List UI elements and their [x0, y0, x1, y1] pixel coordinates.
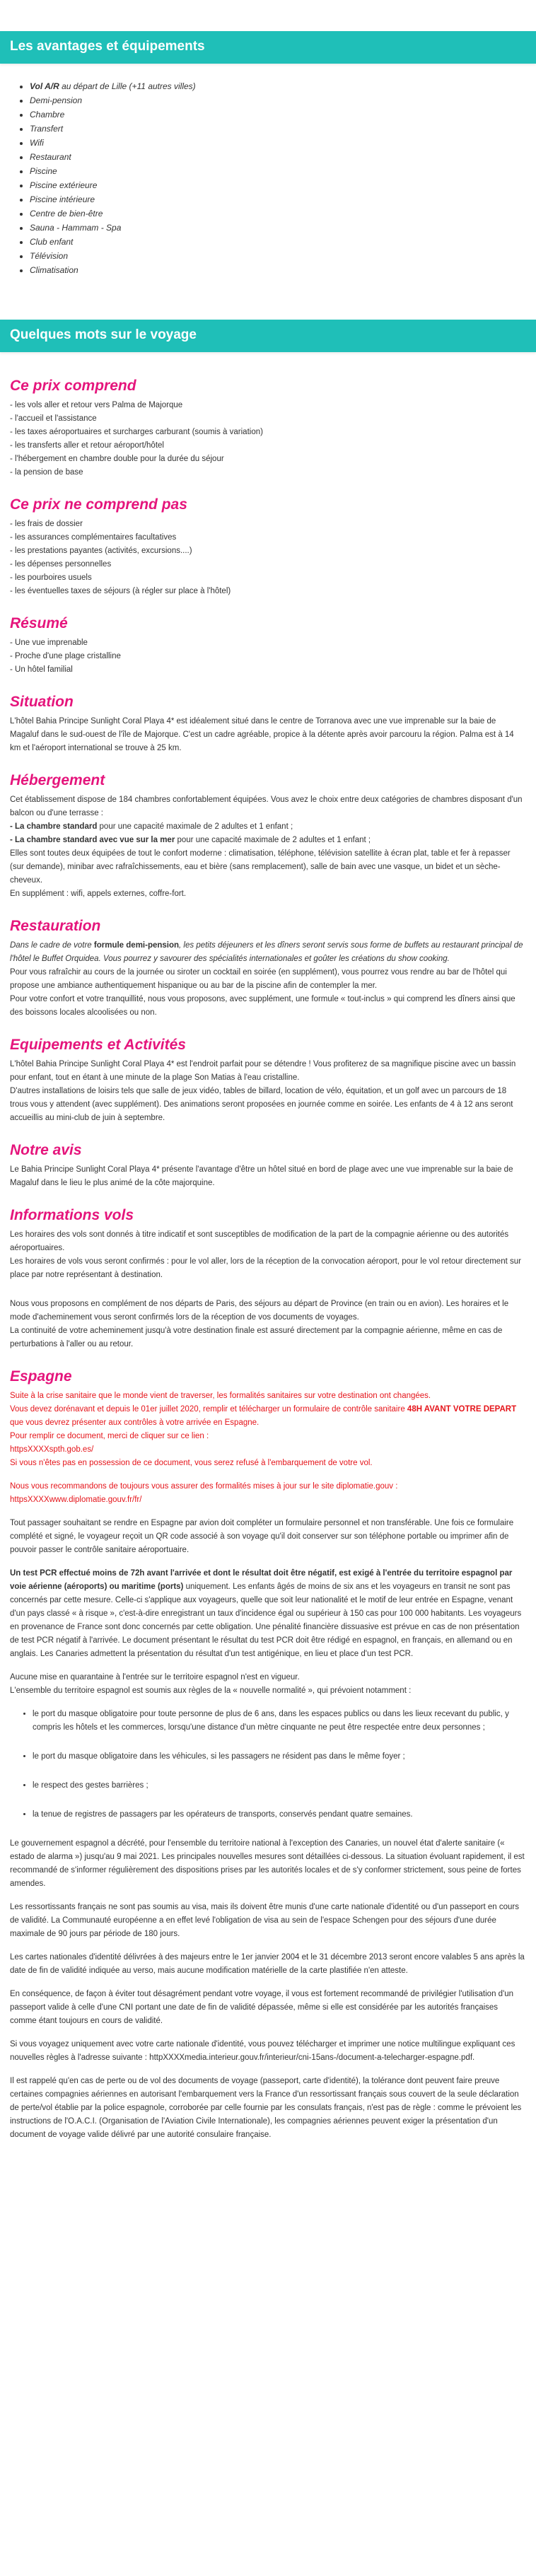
infos-p3: Nous vous proposons en complément de nos départs de Paris, des séjours au départ de Province (en train ou en avion). Les horaires et le mode d'acheminement vous seront confirmés lors de la réception de vos documents de voyages. — [10, 1300, 509, 1322]
prix-comprend-item: - les vols aller et retour vers Palma de Majorque — [10, 401, 183, 409]
amenity-item — [30, 235, 536, 249]
espagne-consequence: En conséquence, de façon à éviter tout désagrément pendant votre voyage, il vous est fortement recommandé de privilégier l'utilisation d'un passeport valide à celle d'une CNI portant une date de fin de validité dépassée, même si elle est considérée par les autorités françaises comme étant toujours en cours de validité. — [10, 1990, 514, 2025]
amenity-label: au départ de Lille (+11 autres villes) — [59, 81, 196, 91]
prix-ne-comprend-item: - les éventuelles taxes de séjours (à régler sur place à l'hôtel) — [10, 587, 231, 595]
heading-hebergement: Hébergement — [10, 772, 105, 788]
resume-item: - Proche d'une plage cristalline — [10, 652, 121, 660]
espagne-alert-2 — [10, 1403, 526, 1430]
espagne-alert-3: Pour remplir ce document, merci de cliquer sur ce lien : — [10, 1432, 209, 1440]
restauration-p3: Pour votre confort et votre tranquillité, nous vous proposons, avec supplément, une formule « tout-inclus » qui comprend les dîners ainsi que des boissons locales alcoolisées ou non. — [10, 995, 515, 1017]
heading-prix-comprend: Ce prix comprend — [10, 378, 136, 394]
hebergement-intro: Cet établissement dispose de 184 chambres confortablement équipées. Vous avez le choix entre deux catégories de chambres disposant d'un balcon ou d'une terrasse : — [10, 795, 523, 817]
prix-comprend-item: - les transferts aller et retour aéroport/hôtel — [10, 441, 164, 450]
resume-item: - Une vue imprenable — [10, 639, 88, 647]
amenity-item — [30, 206, 536, 221]
espagne-measure-item: • le port du masque obligatoire pour toute personne de plus de 6 ans, dans les espaces publics ou dans les lieux recevant du public, y compris les hôtels et les commerces, lorsqu'une distance d'un mètre cinquante ne peut être respectée entre deux personnes ; — [33, 1708, 526, 1735]
spth-link[interactable]: httpsXXXXspth.gob.es/ — [10, 1445, 94, 1454]
amenity-item — [30, 263, 536, 277]
espagne-notice: Si vous voyagez uniquement avec votre carte nationale d'identité, vous pouvez télécharger et imprimer une notice multilingue expliquant ces nouvelles règles à l'adresse suivante : httpXXXXmedia.interieur.gouv.fr/interieur/cni-15ans-/document-a-telecharger-espagne.pdf. — [10, 2040, 515, 2062]
amenity-item — [30, 192, 536, 206]
amenity-label: Piscine extérieure — [30, 180, 98, 190]
resume-list — [10, 636, 526, 677]
hebergement-equip: Elles sont toutes deux équipées de tout le confort moderne : climatisation, téléphone, télévision satellite à écran plat, table et fer à repasser (sur demande), minibar avec rafraîchissements, eau et bière (sans remplacement), salle de bain avec une vasque, un bidet et un sèche-cheveux. — [10, 849, 511, 885]
amenity-label: Piscine — [30, 166, 57, 176]
espagne-measures-list — [10, 1708, 526, 1822]
heading-infos-vols: Informations vols — [10, 1207, 134, 1223]
prix-comprend-list — [10, 399, 526, 479]
room-standard — [10, 820, 526, 834]
amenity-item — [30, 221, 536, 235]
amenity-item — [30, 122, 536, 136]
espagne-decret: Le gouvernement espagnol a décrété, pour l'ensemble du territoire national à l'exception des Canaries, un nouvel état d'alerte sanitaire (« estado de alarma ») jusqu'au 9 mai 2021. Les principales nouvelles mesures sont détaillées ci-dessous. La situation évoluant rapidement, il est recommandé de s'informer régulièrement des dispositions prises par les autorités locales et de s'y conformer strictement, sous peine de fortes amendes. — [10, 1839, 525, 1888]
espagne-alert-deadline: 48H AVANT VOTRE DEPART — [407, 1405, 517, 1414]
amenity-item — [30, 107, 536, 122]
prix-ne-comprend-item: - les dépenses personnelles — [10, 560, 112, 569]
heading-restauration: Restauration — [10, 918, 101, 934]
restauration-p1 — [10, 939, 526, 966]
prix-ne-comprend-item: - les pourboires usuels — [10, 573, 92, 582]
situation-text: L'hôtel Bahia Principe Sunlight Coral Playa 4* est idéalement situé dans le centre de Torranova avec une vue imprenable sur la baie de Magaluf dans le sud-ouest de l'île de Majorque. C'est un cadre agréable, propice à la détente après avoir parcouru la région. Palma est à 14 km et l'aéroport international se trouve à 25 km. — [10, 717, 514, 752]
room-standard-capacity: pour une capacité maximale de 2 adultes et 1 enfant ; — [97, 822, 293, 831]
heading-prix-ne-comprend: Ce prix ne comprend pas — [10, 496, 187, 513]
formule-demi-pension: formule demi-pension — [93, 941, 180, 950]
prix-ne-comprend-item: - les assurances complémentaires facultatives — [10, 533, 177, 542]
espagne-pcr — [10, 1567, 526, 1661]
room-sea-view-capacity: pour une capacité maximale de 2 adultes et 1 enfant ; — [175, 836, 371, 844]
amenity-item — [30, 178, 536, 192]
amenities-list — [0, 79, 536, 277]
espagne-mesures: L'ensemble du territoire espagnol est soumis aux règles de la « nouvelle normalité », qui prévoient notamment : — [10, 1686, 412, 1695]
amenity-label: Restaurant — [30, 152, 71, 162]
heading-avis: Notre avis — [10, 1142, 82, 1158]
prix-comprend-item: - l'accueil et l'assistance — [10, 414, 97, 423]
espagne-alert-5: Si vous n'êtes pas en possession de ce document, vous serez refusé à l'embarquement de votre vol. — [10, 1459, 373, 1467]
amenity-label: Sauna - Hammam - Spa — [30, 223, 122, 233]
infos-p2: Les horaires de vols vous seront confirmés : pour le vol aller, lors de la réception de la convocation aéroport, pour le vol retour directement sur place par notre représentant à destination. — [10, 1257, 521, 1279]
restauration-p2: Pour vous rafraîchir au cours de la journée ou siroter un cocktail en soirée (en supplément), vous pourrez vous rendre au bar de l'hôtel qui propose une ambiance authentiquement hispanique ou au bar de la piscine afin de contempler la mer. — [10, 968, 507, 990]
amenity-label: Centre de bien-être — [30, 209, 103, 218]
amenity-label: Wifi — [30, 138, 44, 148]
espagne-cartes: Les cartes nationales d'identité délivrées à des majeurs entre le 1er janvier 2004 et le 31 décembre 2013 seront encore valables 5 ans après la date de fin de validité indiquée au verso, mais aucune modification matérielle de la carte plastifiée n'en atteste. — [10, 1953, 525, 1975]
heading-situation: Situation — [10, 694, 74, 710]
room-sea-view-name: - La chambre standard avec vue sur la mer — [10, 836, 175, 844]
amenity-label: Climatisation — [30, 265, 78, 275]
espagne-alert-2-end: que vous devrez présenter aux contrôles à votre arrivée en Espagne. — [10, 1418, 260, 1427]
espagne-ressortissants: Les ressortissants français ne sont pas soumis au visa, mais ils doivent être munis d'une carte nationale d'identité ou d'un passeport en cours de validité. La Communauté européenne a en effet levé l'obligation de visa au sein de l'espace Schengen pour des séjours d'une durée maximale de 90 jours par période de 180 jours. — [10, 1903, 519, 1938]
amenity-highlight: Vol A/R — [30, 81, 59, 91]
section-header-mots: Quelques mots sur le voyage — [0, 320, 536, 352]
section-header-avantages: Les avantages et équipements — [0, 31, 536, 64]
prix-comprend-item: - la pension de base — [10, 468, 83, 477]
amenity-item — [30, 79, 536, 93]
heading-espagne: Espagne — [10, 1368, 72, 1385]
amenity-label: Transfert — [30, 124, 64, 134]
amenity-label: Club enfant — [30, 237, 74, 247]
prix-comprend-item: - l'hébergement en chambre double pour la durée du séjour — [10, 455, 224, 463]
equipements-p1: L'hôtel Bahia Principe Sunlight Coral Playa 4* est l'endroit parfait pour se détendre ! Vous profiterez de sa magnifique piscine avec un bassin pour enfant, tout en étant à une minute de la plage Son Matias à l'eau cristalline. — [10, 1060, 516, 1082]
prix-ne-comprend-item: - les prestations payantes (activités, excursions....) — [10, 547, 192, 555]
heading-equipements: Equipements et Activités — [10, 1037, 186, 1053]
equipements-p2: D'autres installations de loisirs tels que salle de jeux vidéo, tables de billard, location de vélo, équitation, et un golf avec un parcours de 18 trous vous y attendent (avec supplément). Des animations seront proposées en journée comme en soirée. Les enfants de 4 à 12 ans seront accueillis au mini-club de juin à septembre. — [10, 1087, 513, 1122]
heading-resume: Résumé — [10, 615, 68, 631]
espagne-alert-2-start: Vous devez dorénavant et depuis le 01er juillet 2020, remplir et télécharger un formulaire de contrôle sanitaire — [10, 1405, 407, 1414]
room-standard-name: - La chambre standard — [10, 822, 98, 831]
prix-ne-comprend-list — [10, 518, 526, 598]
amenity-item — [30, 93, 536, 107]
espagne-measure-item: • la tenue de registres de passagers par les opérateurs de transports, conservés pendant quatre semaines. — [33, 1808, 526, 1822]
amenity-item — [30, 249, 536, 263]
amenity-item — [30, 150, 536, 164]
espagne-alert-1: Suite à la crise sanitaire que le monde vient de traverser, les formalités sanitaires sur votre destination ont changées. — [10, 1392, 431, 1400]
prix-comprend-item: - les taxes aéroportuaires et surcharges carburant (soumis à variation) — [10, 428, 263, 436]
espagne-rappel: Il est rappelé qu'en cas de perte ou de vol des documents de voyage (passeport, carte d'identité), la tolérance dont peuvent faire preuve certaines compagnies aériennes en autorisant l'embarquement vers la France d'un ressortissant français sous couvert de la seule déclaration de perte/vol établie par la police espagnole, corroborée par celle fournie par les consulats français, n'est pas de règle : comme le prévoient les instructions de l'O.A.C.I. (Organisation de l'Aviation Civile Internationale), les compagnies aériennes peuvent exiger la présentation d'un document de voyage valide délivré par une autorité consulaire française. — [10, 2077, 522, 2139]
amenity-label: Piscine intérieure — [30, 194, 95, 204]
espagne-measure-item: • le port du masque obligatoire dans les véhicules, si les passagers ne résident pas dans le même foyer ; — [33, 1750, 526, 1764]
infos-p4: La continuité de votre acheminement jusqu'à votre destination finale est assuré directement par la compagnie aérienne, même en cas de perturbations à l'aller ou au retour. — [10, 1327, 503, 1348]
amenity-label: Télévision — [30, 251, 69, 261]
prix-ne-comprend-item: - les frais de dossier — [10, 520, 83, 528]
diplomatie-link[interactable]: Nous vous recommandons de toujours vous assurer des formalités mises à jour sur le site diplomatie.gouv : httpsXXXXwww.diplomatie.gouv.fr/fr/ — [10, 1482, 398, 1504]
espagne-formulaire: Tout passager souhaitant se rendre en Espagne par avion doit compléter un formulaire personnel et non transférable. Une fois ce formulaire complété et signé, le voyageur reçoit un QR code associé à son voyage qu'il doit conserver sur son téléphone portable ou imprimer afin de pouvoir passer le contrôle sanitaire aéroportuaire. — [10, 1519, 514, 1554]
amenity-label: Chambre — [30, 110, 65, 120]
infos-p1: Les horaires des vols sont donnés à titre indicatif et sont susceptibles de modification de la part de la compagnie aérienne ou des autorités aéroportuaires. — [10, 1230, 509, 1252]
resume-item: - Un hôtel familial — [10, 665, 73, 674]
amenity-item — [30, 136, 536, 150]
amenity-item — [30, 164, 536, 178]
restauration-p1-start: Dans le cadre de votre — [10, 941, 94, 950]
espagne-pcr-rule: Un test PCR effectué moins de 72h avant l'arrivée et dont le résultat doit être négatif, est exigé à l'entrée du territoire espagnol par voie aérienne (aéroports) ou maritime (ports) — [10, 1569, 513, 1591]
trip-details — [0, 378, 536, 2142]
espagne-pcr-details: uniquement. Les enfants âgés de moins de six ans et les voyageurs en transit ne sont pas concernés par cette mesure. Celle-ci s'applique aux voyageurs, quelle que soit leur nationalité et le motif de leur entrée en Espagne, venant d'un pays classé « à risque », c'est-à-dire enregistrant un taux d'incidence égal ou supérieur à 150 cas pour 100 000 habitants. Les voyageurs en provenance de France sont donc concernés par cette obligation. Une pénalité financière dissuasive est prévue en cas de non présentation de test PCR négatif à l'arrivée. Le document présentant le résultat du test PCR doit être rédigé en espagnol, en français, en allemand ou en anglais. Les Canaries admettent la présentation du résultat d'un test antigénique, en lieu et place d'un test PCR. — [10, 1583, 522, 1658]
espagne-quarantaine: Aucune mise en quarantaine à l'entrée sur le territoire espagnol n'est en vigueur. — [10, 1673, 300, 1682]
espagne-measure-item: • le respect des gestes barrières ; — [33, 1779, 526, 1793]
room-sea-view — [10, 834, 526, 847]
amenity-label: Demi-pension — [30, 95, 83, 105]
hebergement-supplement: En supplément : wifi, appels externes, coffre-fort. — [10, 890, 187, 898]
restauration-p1-end: , les petits déjeuners et les dîners seront servis sous forme de buffets au restaurant principal de l'hôtel le Buffet Orquidea. Vous pourrez y savourer des spécialités internationales et goûter les créations du show cooking. — [10, 941, 523, 963]
avis-text: Le Bahia Principe Sunlight Coral Playa 4* présente l'avantage d'être un hôtel situé en bord de plage avec une vue imprenable sur la baie de Magaluf dans le lieu le plus animé de la côte majorquine. — [10, 1165, 513, 1187]
